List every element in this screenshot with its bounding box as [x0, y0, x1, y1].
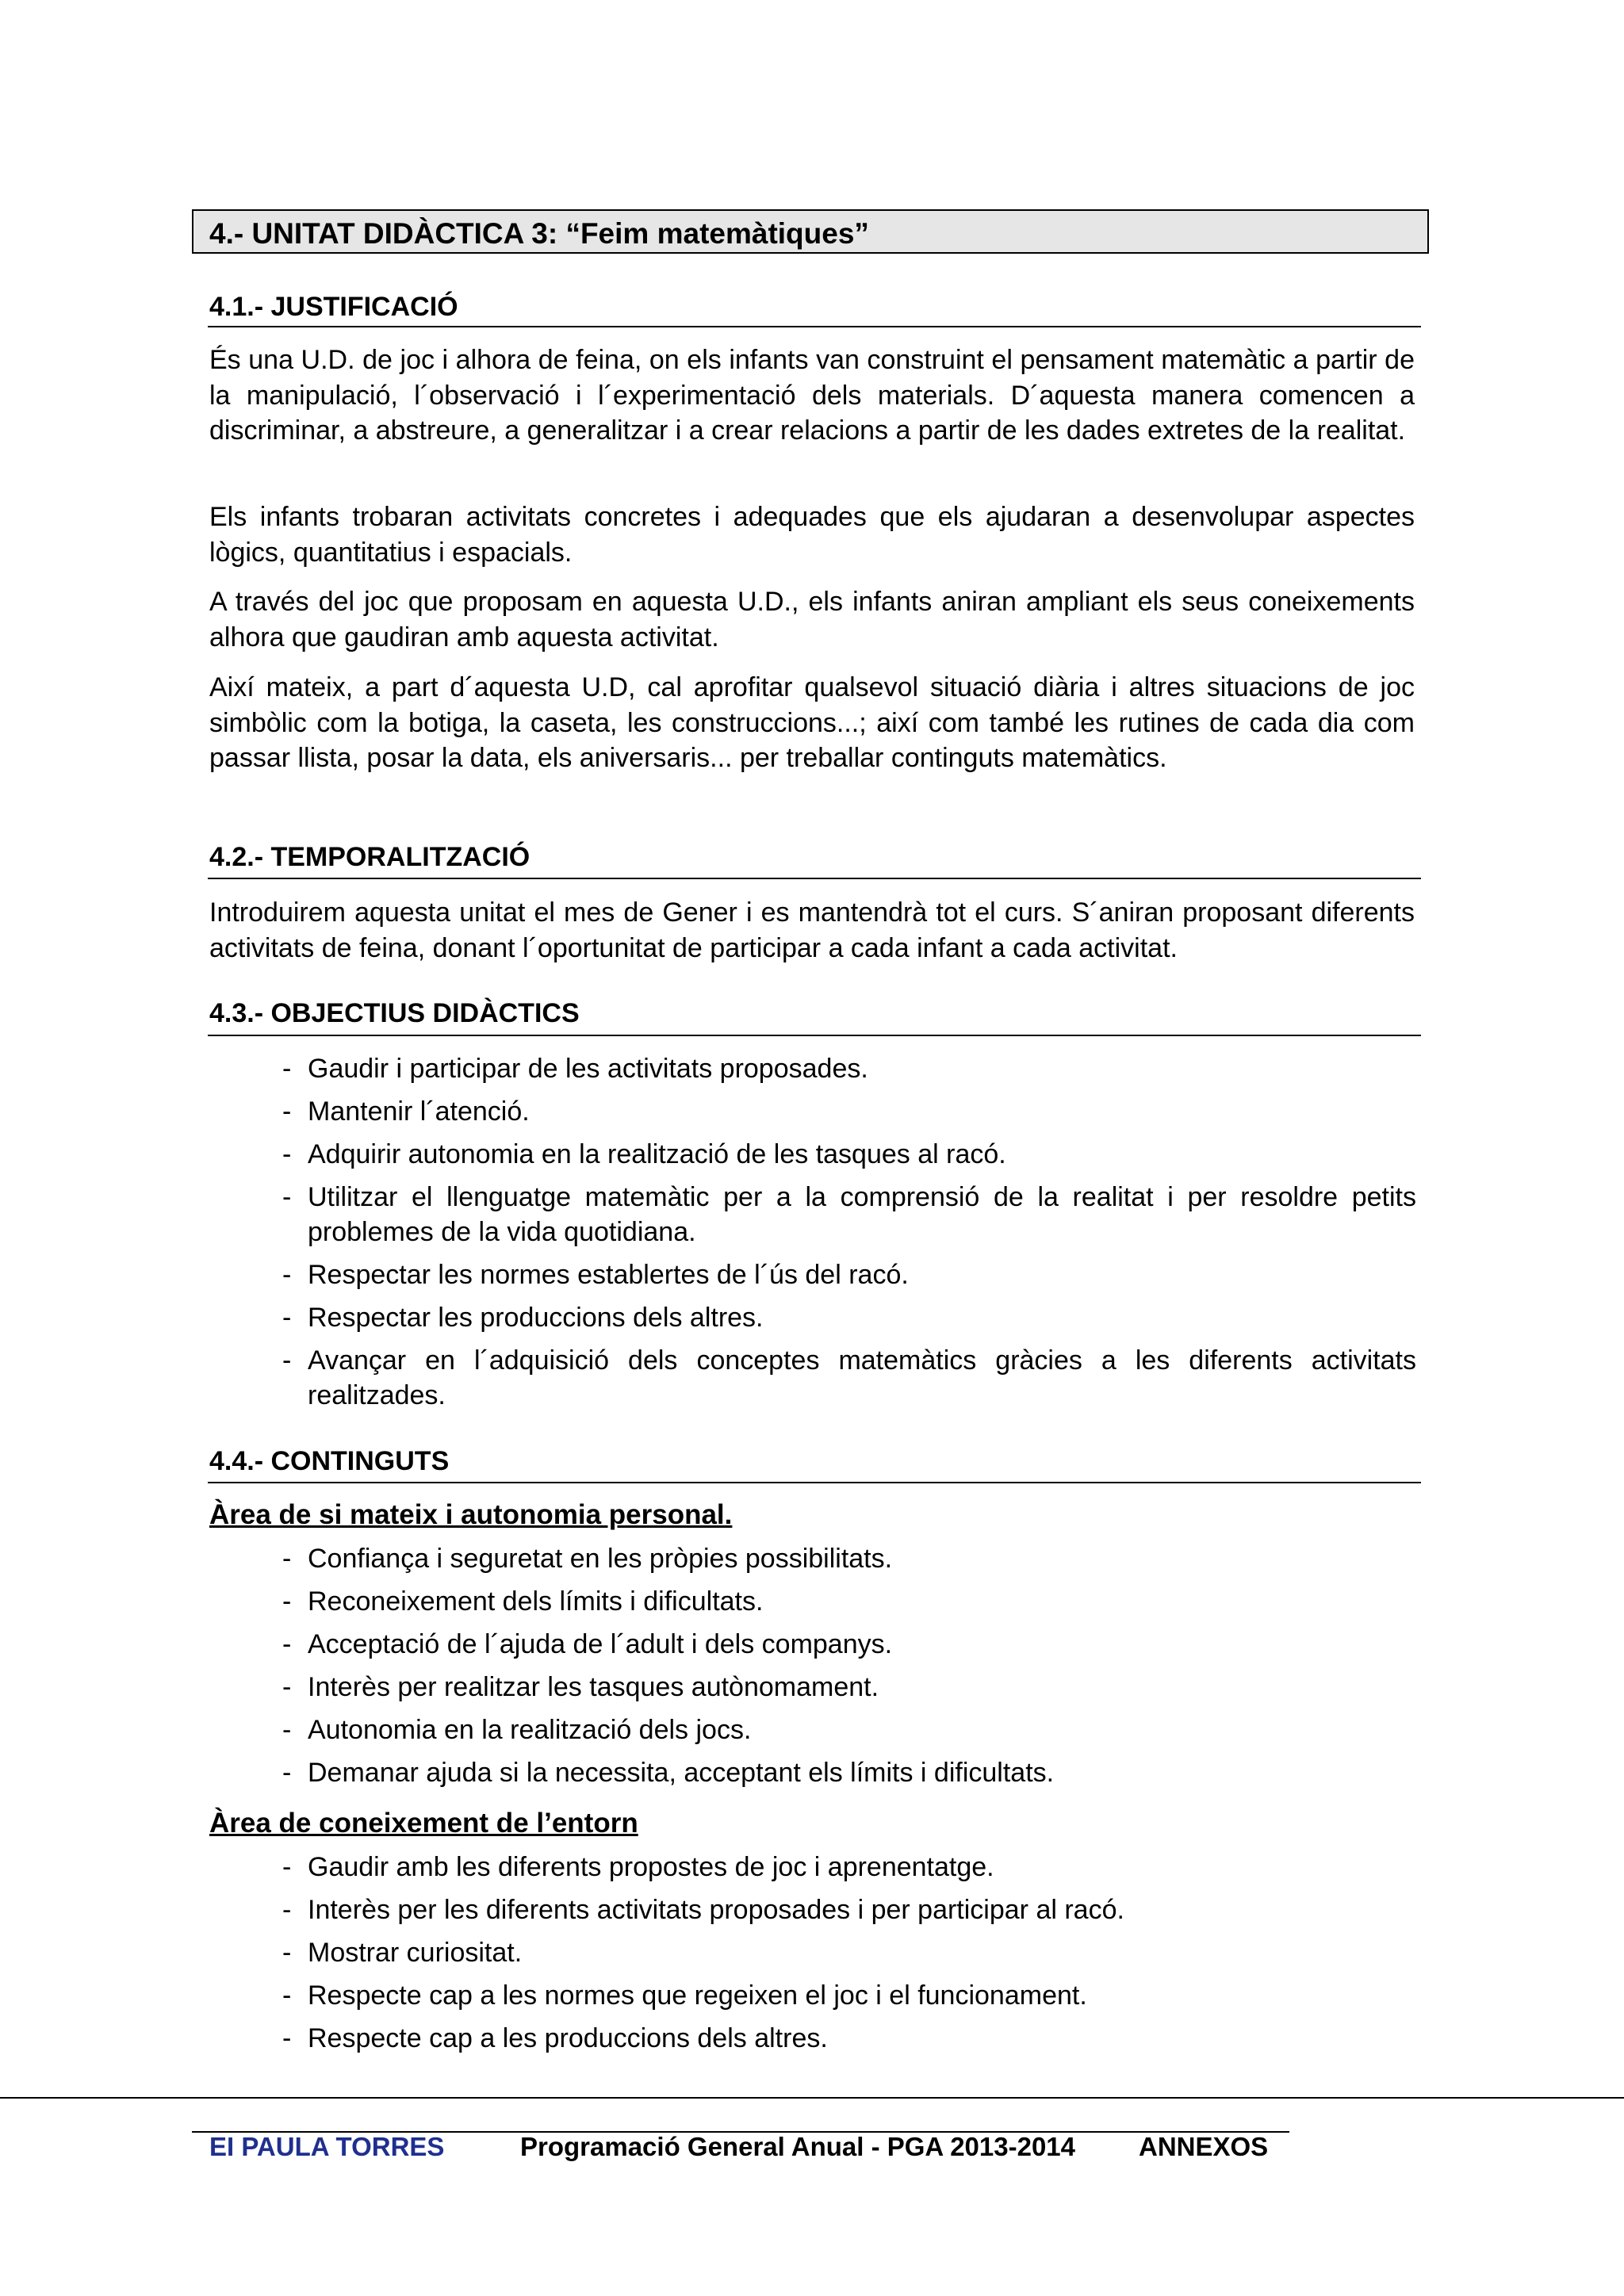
paragraph: A través del joc que proposam en aquesta U.D., els infants aniran ampliant els seus coneixements alhora que gaudiran amb aquesta activitat. [209, 587, 1415, 652]
section-divider [208, 1035, 1421, 1036]
list-item: - Utilitzar el llenguatge matemàtic per a la comprensió de la realitat i per resoldre petits problemes de la vida quotidiana. [279, 1180, 1416, 1249]
area-heading-entorn: Àrea de coneixement de l’entorn [209, 1808, 638, 1839]
list-item: - Respectar les produccions dels altres. [279, 1300, 1416, 1335]
footer-annex-label: ANNEXOS [1139, 2132, 1269, 2161]
list-item: - Respectar les normes establertes de l´ús del racó. [279, 1257, 1416, 1292]
section-heading-justificacio: 4.1.- JUSTIFICACIÓ [209, 292, 458, 322]
section-divider [208, 878, 1421, 879]
paragraph: Els infants trobaran activitats concretes i adequades que els ajudaran a desenvolupar aspectes lògics, quantitatius i espacials. [209, 502, 1415, 568]
contents-list-autonomia [279, 1541, 1416, 1798]
section-divider [208, 326, 1421, 327]
list-item: - Mostrar curiositat. [279, 1935, 1416, 1970]
list-item: - Gaudir amb les diferents propostes de joc i aprenentatge. [279, 1850, 1416, 1885]
list-item: - Respecte cap a les normes que regeixen el joc i el funcionament. [279, 1978, 1416, 2013]
list-item: - Confiança i seguretat en les pròpies possibilitats. [279, 1541, 1416, 1576]
section-heading-objectius: 4.3.- OBJECTIUS DIDÀCTICS [209, 998, 580, 1028]
list-item: - Adquirir autonomia en la realització de les tasques al racó. [279, 1137, 1416, 1172]
footer-school-name: EI PAULA TORRES [209, 2132, 445, 2161]
area-heading-autonomia: Àrea de si mateix i autonomia personal. [209, 1499, 733, 1530]
list-item: - Mantenir l´atenció. [279, 1094, 1416, 1129]
list-item: - Autonomia en la realització dels jocs. [279, 1712, 1416, 1747]
list-item: - Acceptació de l´ajuda de l´adult i dels companys. [279, 1627, 1416, 1662]
section-divider [208, 1482, 1421, 1483]
paragraph: Introduirem aquesta unitat el mes de Gener i es mantendrà tot el curs. S´aniran proposant diferents activitats de feina, donant l´oportunitat de participar a cada infant a cada activitat. [209, 897, 1415, 963]
list-item: - Avançar en l´adquisició dels conceptes matemàtics gràcies a les diferents activitats realitzades. [279, 1343, 1416, 1413]
list-item: - Demanar ajuda si la necessita, acceptant els límits i dificultats. [279, 1755, 1416, 1790]
list-item: - Interès per les diferents activitats proposades i per participar al racó. [279, 1892, 1416, 1927]
paragraph: Així mateix, a part d´aquesta U.D, cal aprofitar qualsevol situació diària i altres situacions de joc simbòlic com la botiga, la caseta, les construccions...; així com també les rutines de cada dia com passar llista, posar la data, els aniversaris... per treballar continguts matemàtics. [209, 672, 1415, 773]
contents-list-entorn [279, 1850, 1416, 2064]
section-heading-continguts: 4.4.- CONTINGUTS [209, 1446, 450, 1476]
chapter-title: 4.- UNITAT DIDÀCTICA 3: “Feim matemàtiques” [209, 217, 869, 250]
footer-document-title: Programació General Anual - PGA 2013-2014 [520, 2132, 1076, 2161]
paragraph: És una U.D. de joc i alhora de feina, on els infants van construint el pensament matemàtic a partir de la manipulació, l´observació i l´experimentació dels materials. D´aquesta manera comencen a discriminar, a abstreure, a generalitzar i a crear relacions a partir de les dades extretes de la realitat. [209, 345, 1415, 446]
list-item: - Reconeixement dels límits i dificultats. [279, 1584, 1416, 1619]
list-item: - Interès per realitzar les tasques autònomament. [279, 1670, 1416, 1705]
footer-divider [0, 2097, 1624, 2099]
list-item: - Gaudir i participar de les activitats proposades. [279, 1051, 1416, 1086]
list-item: - Respecte cap a les produccions dels altres. [279, 2021, 1416, 2056]
section-heading-temporalitzacio: 4.2.- TEMPORALITZACIÓ [209, 842, 530, 872]
objectives-list [279, 1051, 1416, 1421]
chapter-title-box [192, 209, 1429, 254]
